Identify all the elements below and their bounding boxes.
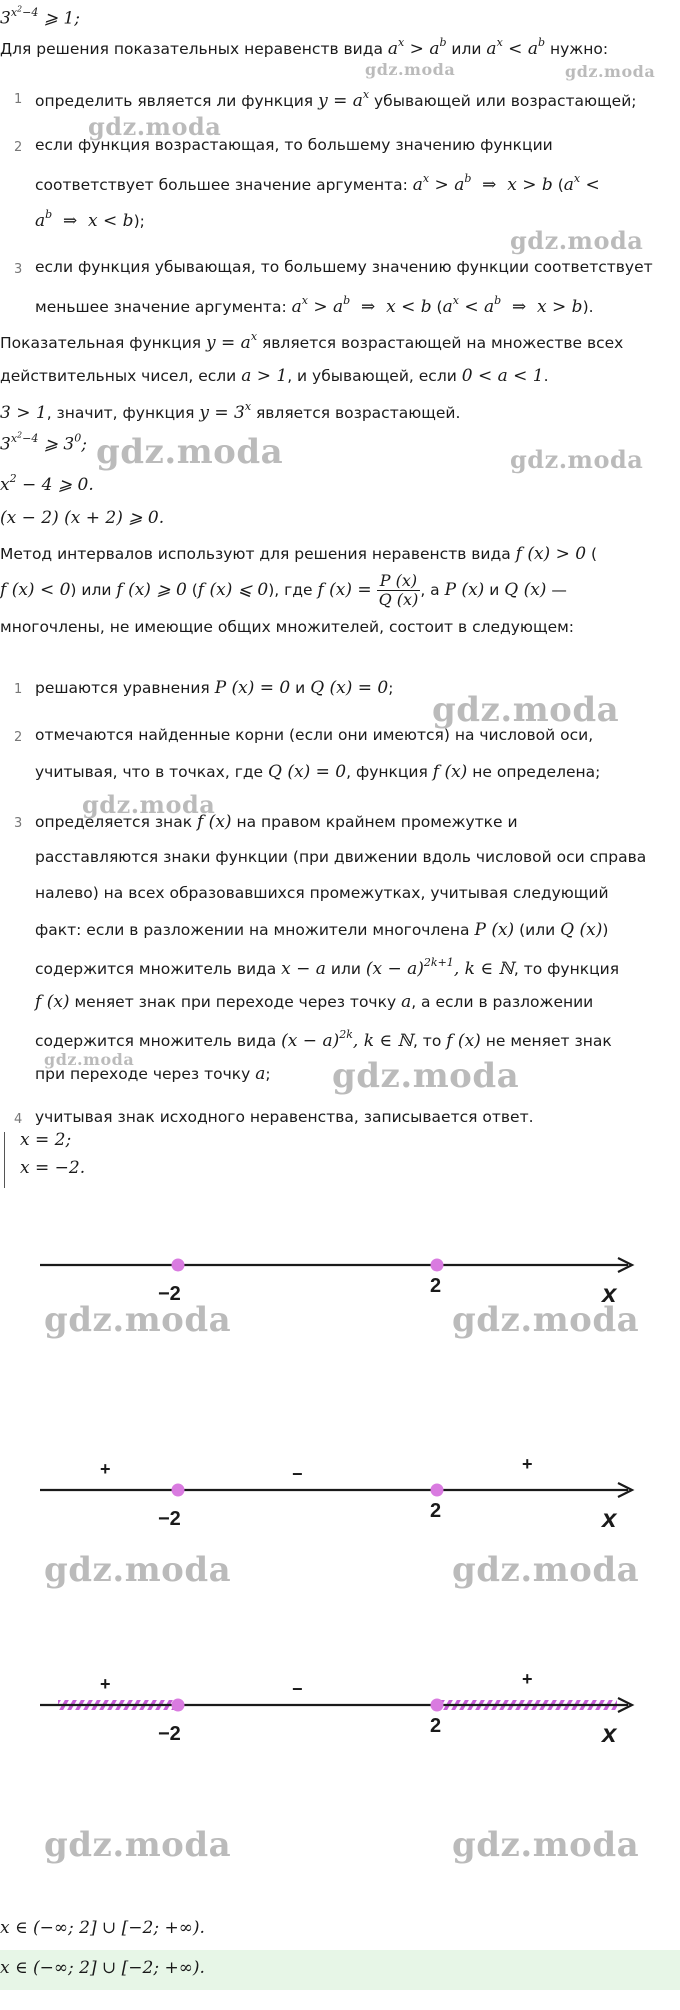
step3-line3: налево) на всех образовавшихся промежутках, учитывая следующий (35, 884, 609, 902)
step3-line5: содержится множитель вида x − a или $(x - a)^{2k+1}$, k ∈ ℕ, то функция (35, 956, 620, 979)
sign-right: + (522, 1454, 533, 1474)
p2: 3 > 1, значит, функция $y = 3^x$ является возрастающей. (0, 400, 461, 423)
inequality-original: $3^{x^2-4}$ ⩾ 1; (0, 4, 80, 29)
step1-text: решаются уравнения P (x) = 0 и Q (x) = 0; (35, 678, 394, 698)
sign-left: + (100, 1674, 111, 1694)
method-line1: Метод интервалов используют для решения неравенств вида f (x) > 0 ( (0, 544, 598, 564)
eq3: (x − 2) (x + 2) ⩾ 0. (0, 508, 165, 528)
method-line2: f (x) < 0) или f (x) ⩾ 0 (f (x) ⩽ 0), где f (x) = $\frac{P (x)}{Q (x)}$ , а P (x) и Q (x) — (0, 571, 567, 609)
fraction: $\frac{P (x)}{Q (x)}$ (378, 571, 419, 609)
point-2 (431, 1484, 444, 1497)
watermark: gdz.moda (332, 1056, 520, 1096)
system-eq2: x = −2. (20, 1158, 86, 1178)
step3-line7: содержится множитель вида $(x - a)^{2k}$, k ∈ ℕ, то f (x) не меняет знак (35, 1028, 612, 1051)
axis-variable-label: x (602, 1718, 617, 1748)
tick-label-2: 2 (430, 1715, 442, 1737)
step3-line6: f (x) меняет знак при переходе через точку a, а если в разложении (35, 992, 594, 1012)
system-bracket (4, 1132, 5, 1188)
tick-label-minus-2: −2 (158, 1723, 181, 1745)
item1-text: определить является ли функция $y = a^x$ убывающей или возрастающей; (35, 88, 637, 111)
item3-line1: если функция убывающая, то большему значению функции соответствует (35, 258, 653, 276)
watermark: gdz.moda (44, 1550, 232, 1590)
sign-middle: − (292, 1679, 303, 1699)
item1-number: 1 (14, 92, 23, 107)
sign-middle: − (292, 1464, 303, 1484)
watermark: gdz.moda (365, 60, 456, 79)
tick-label-2: 2 (430, 1500, 442, 1522)
step3-line4: факт: если в разложении на множители многочлена P (x) (или Q (x)) (35, 920, 609, 940)
system-eq1: x = 2; (20, 1130, 72, 1150)
watermark: gdz.moda (510, 445, 644, 474)
step4-text: учитывая знак исходного неравенства, записывается ответ. (35, 1108, 534, 1126)
sign-left: + (100, 1459, 111, 1479)
watermark: gdz.moda (452, 1825, 640, 1865)
intro-math1: $a^x > a^b$ (387, 36, 447, 59)
item3-line2: меньшее значение аргумента: $a^x > a^b$ ⇒ x < b ($a^x < a^b$ ⇒ x > b). (35, 294, 594, 317)
eq1: $3^{x^2-4}$ ⩾ $3^0$; (0, 430, 87, 455)
result-line: x ∈ (−∞; 2] ∪ [−2; +∞). (0, 1918, 205, 1938)
axis-variable-label: x (602, 1503, 617, 1533)
step4-number: 4 (14, 1112, 23, 1127)
tick-label-minus-2: −2 (158, 1508, 181, 1530)
watermark: gdz.moda (82, 790, 216, 819)
intro-b: или (446, 40, 487, 58)
step2-line2: учитывая, что в точках, где Q (x) = 0, функция f (x) не определена; (35, 762, 601, 782)
tick-label-minus-2: −2 (158, 1283, 181, 1305)
watermark: gdz.moda (44, 1050, 135, 1069)
step2-line1: отмечаются найденные корни (если они имеются) на числовой оси, (35, 726, 594, 744)
answer-line: x ∈ (−∞; 2] ∪ [−2; +∞). (0, 1958, 205, 1978)
watermark: gdz.moda (452, 1300, 640, 1340)
intro-c: нужно: (545, 40, 609, 58)
watermark: gdz.moda (432, 690, 620, 730)
watermark: gdz.moda (510, 226, 644, 255)
item2-line3: $a^b$ ⇒ x < b); (35, 208, 145, 231)
method-line3: многочлены, не имеющие общих множителей, состоит в следующем: (0, 618, 575, 636)
intro-text (0, 36, 608, 59)
step3-line8: при переходе через точку a; (35, 1064, 271, 1084)
axis-variable-label: x (602, 1278, 617, 1308)
step1-number: 1 (14, 682, 23, 697)
item2-line2: соответствует большее значение аргумента: $a^x > a^b$ ⇒ x > b ($a^x$ < (35, 172, 600, 195)
item2-line1: если функция возрастающая, то большему значению функции (35, 136, 553, 154)
p1-line1: Показательная функция $y = a^x$ является возрастающей на множестве всех (0, 330, 624, 353)
watermark: gdz.moda (565, 62, 656, 81)
point-2 (431, 1259, 444, 1272)
watermark: gdz.moda (44, 1825, 232, 1865)
eq2: $x^2 - 4$ ⩾ 0. (0, 472, 94, 495)
watermark: gdz.moda (88, 112, 222, 141)
number-line-3 (0, 1660, 680, 1790)
point-2 (431, 1699, 444, 1712)
watermark: gdz.moda (44, 1300, 232, 1340)
intro-math2: $a^x < a^b$ (486, 36, 546, 59)
step3-number: 3 (14, 816, 23, 831)
point-minus-2 (172, 1259, 185, 1272)
step3-line1: определяется знак f (x) на правом крайнем промежутке и (35, 812, 518, 832)
sign-right: + (522, 1669, 533, 1689)
step3-line2: расставляются знаки функции (при движении вдоль числовой оси справа (35, 848, 647, 866)
item2-number: 2 (14, 140, 23, 155)
item3-number: 3 (14, 262, 23, 277)
intro-a: Для решения показательных неравенств вида (0, 40, 388, 58)
point-minus-2 (172, 1484, 185, 1497)
tick-label-2: 2 (430, 1275, 442, 1297)
point-minus-2 (172, 1699, 185, 1712)
watermark: gdz.moda (452, 1550, 640, 1590)
p1-line2: действительных чисел, если a > 1, и убывающей, если 0 < a < 1. (0, 366, 549, 386)
watermark: gdz.moda (96, 432, 284, 472)
step2-number: 2 (14, 730, 23, 745)
